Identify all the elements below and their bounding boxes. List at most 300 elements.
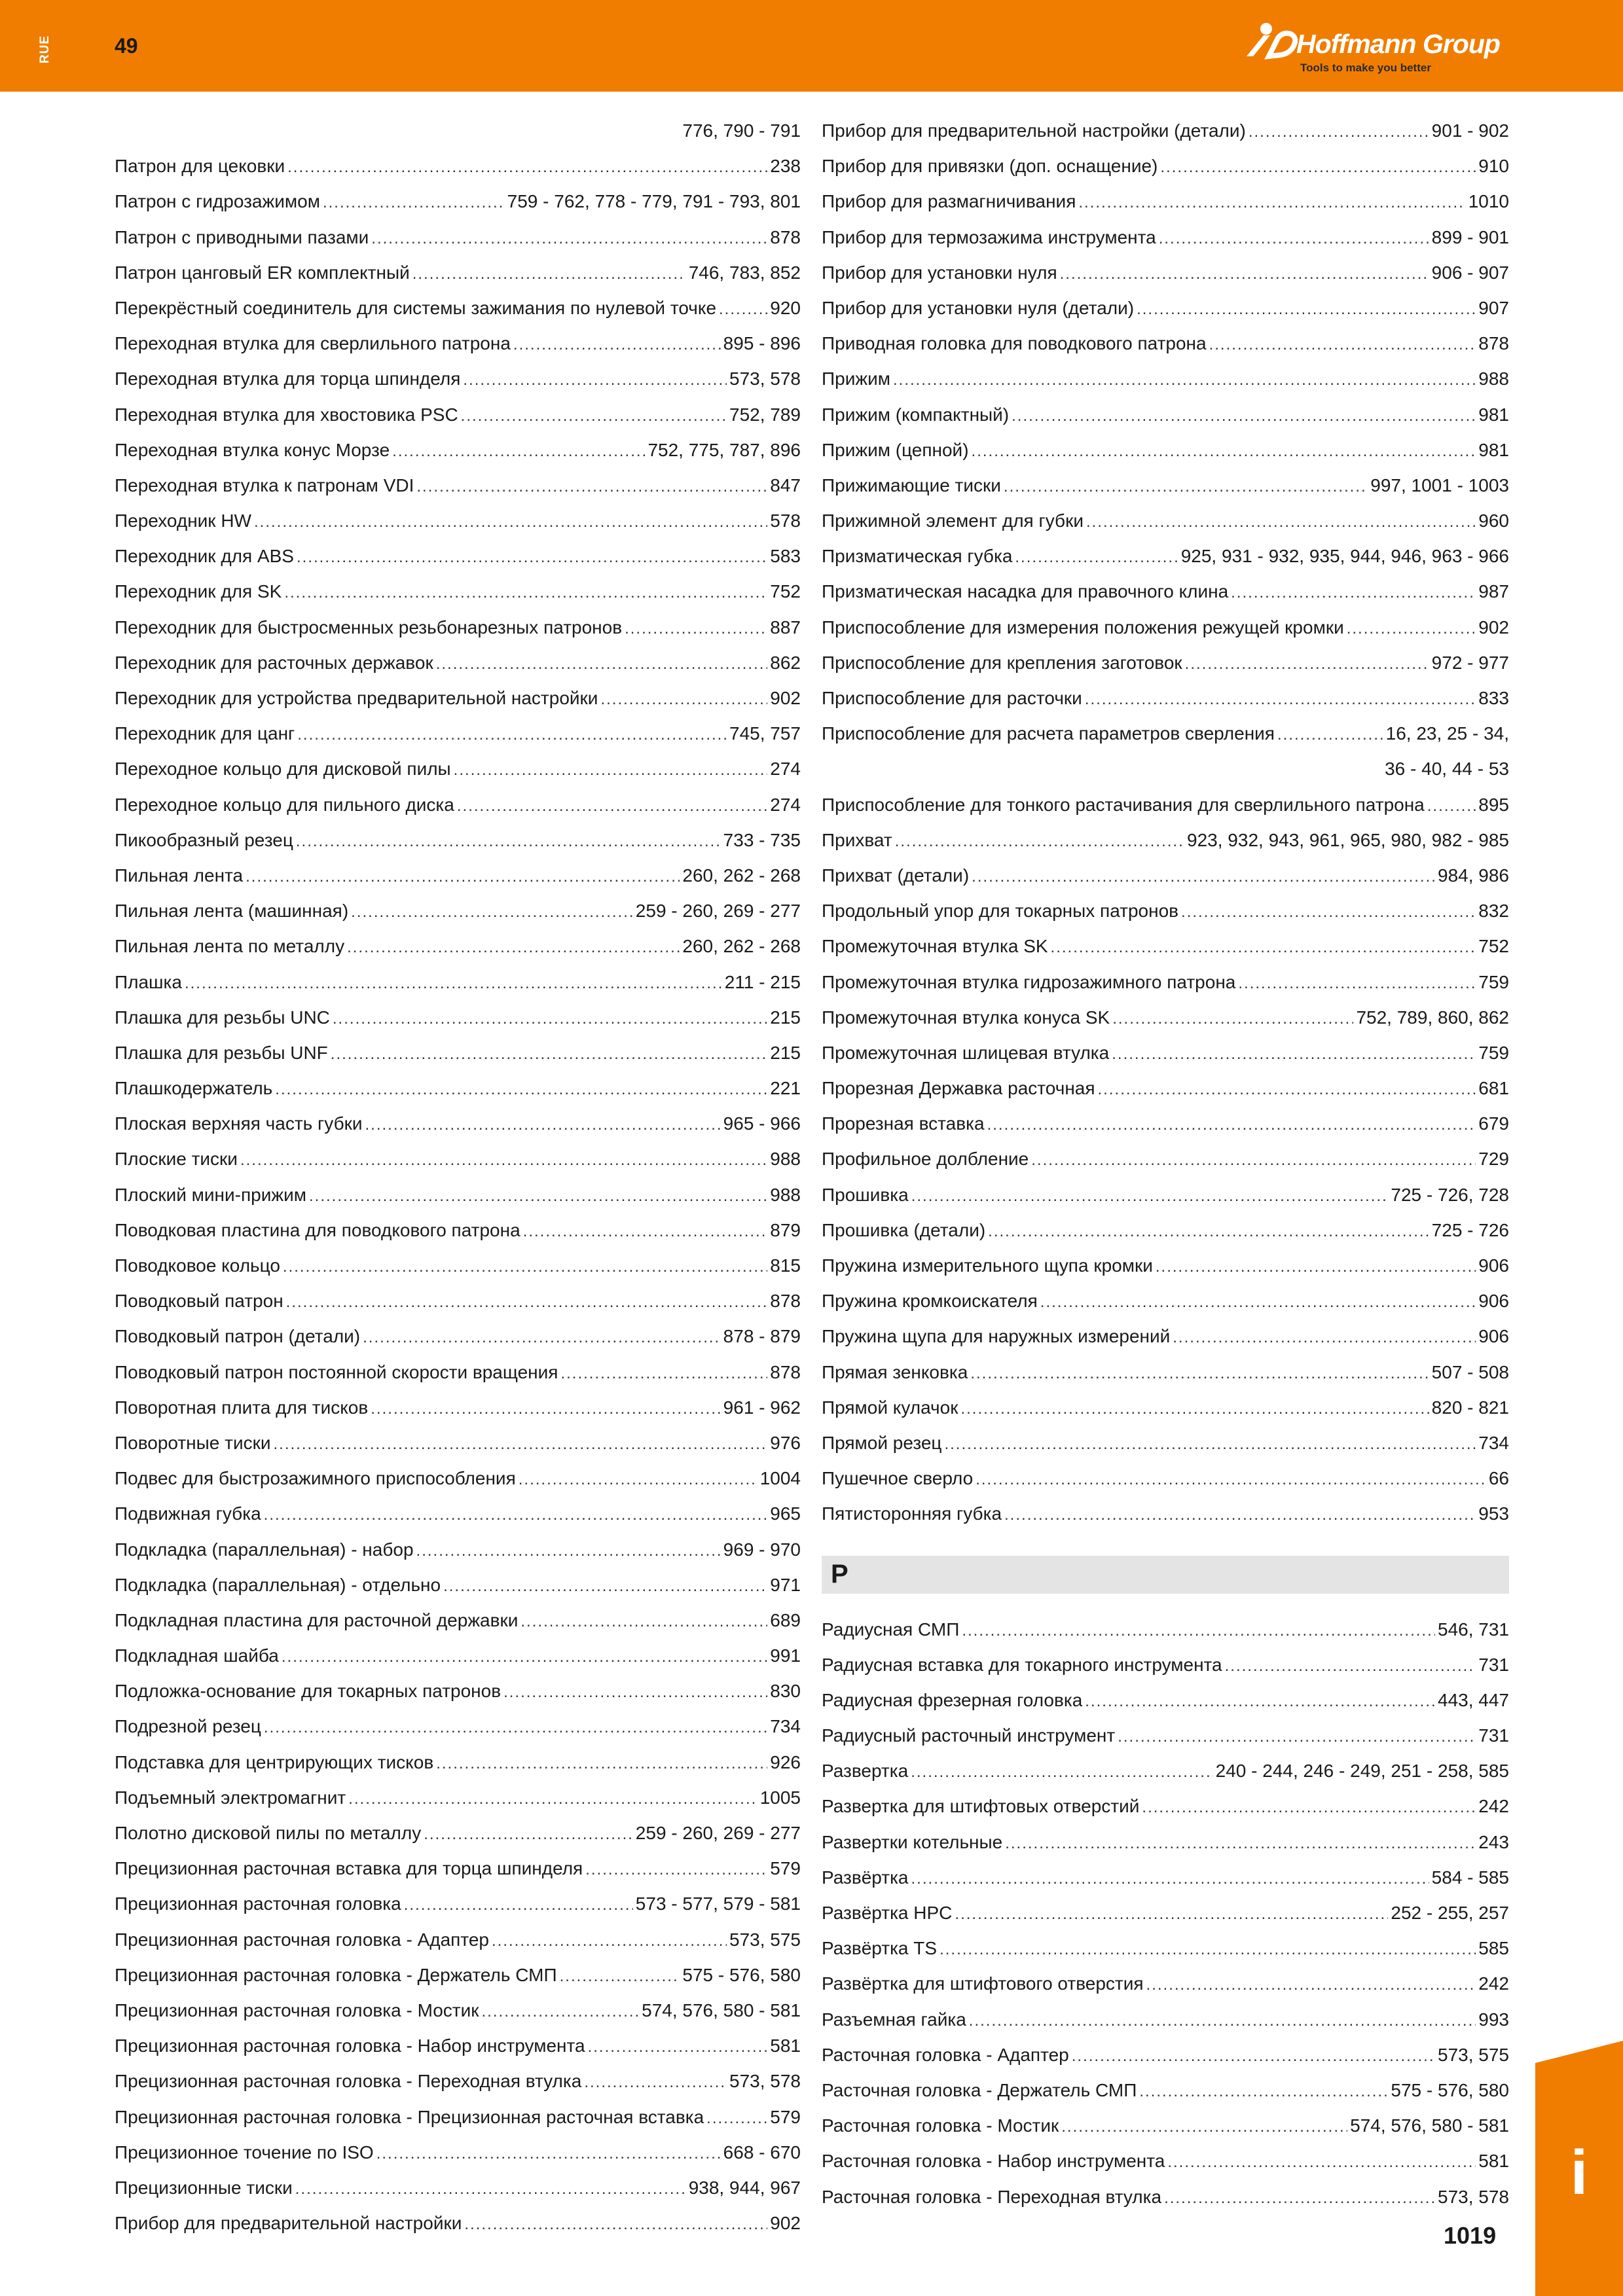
entry-pages: 679 (1478, 1113, 1509, 1134)
entry-term: Плашка для резьбы UNC (115, 1007, 330, 1028)
entry-term: Призматическая губка (822, 546, 1013, 567)
entry-term: Пильная лента (115, 865, 244, 886)
index-entry (822, 1895, 1509, 1931)
dot-leader (424, 1817, 633, 1852)
index-entry (115, 113, 801, 149)
entry-pages: 752, 789 (729, 404, 801, 425)
entry-pages: 895 - 896 (723, 333, 801, 354)
index-entry (822, 503, 1509, 539)
index-entry (115, 503, 801, 539)
entry-term: Переходник для цанг (115, 723, 295, 744)
index-entry (822, 1647, 1509, 1683)
dot-leader (323, 185, 505, 221)
index-entry (822, 1860, 1509, 1895)
entry-pages: 906 (1478, 1255, 1509, 1276)
index-entry (115, 1674, 801, 1709)
dot-leader (416, 469, 767, 505)
entry-pages: 260, 262 - 268 (682, 865, 801, 886)
dot-leader (264, 1498, 768, 1533)
entry-pages: 689 (770, 1609, 801, 1630)
entry-term: Подъемный электромагнит (115, 1787, 346, 1808)
entry-term: Подкладная шайба (115, 1645, 279, 1666)
index-entry (115, 255, 801, 291)
brand-name: Hoffmann Group (1296, 29, 1500, 59)
entry-pages: 260, 262 - 268 (682, 936, 801, 957)
entry-pages: 925, 931 - 932, 935, 944, 946, 963 - 966 (1180, 546, 1509, 567)
index-entry (115, 965, 801, 1000)
index-entry (115, 1603, 801, 1638)
dot-leader (893, 363, 1476, 398)
entry-pages: 752, 789, 860, 862 (1356, 1007, 1509, 1028)
entry-pages: 895 (1478, 794, 1509, 815)
entry-term: Развертка для штифтовых отверстий (822, 1796, 1140, 1817)
entry-pages: 993 (1478, 2009, 1509, 2030)
entry-term: Пружина кромкоискателя (822, 1291, 1038, 1312)
index-entry (115, 184, 801, 219)
index-entry (822, 220, 1509, 255)
entry-pages: 923, 932, 943, 961, 965, 980, 982 - 985 (1187, 829, 1509, 850)
dot-leader (371, 221, 767, 257)
index-entry (822, 965, 1509, 1000)
entry-term: Патрон с гидрозажимом (115, 191, 320, 212)
entry-pages: 731 (1478, 1725, 1509, 1746)
dot-leader (1427, 789, 1476, 824)
index-entry (822, 1683, 1509, 1718)
dot-leader (895, 824, 1184, 859)
entry-pages: 981 (1478, 404, 1509, 425)
entry-term: Пружина щупа для наружных измерений (822, 1326, 1171, 1347)
dot-leader (1012, 399, 1476, 434)
dot-leader (296, 824, 721, 859)
entry-term: Поворотные тиски (115, 1432, 271, 1453)
entry-pages: 901 - 902 (1431, 120, 1509, 141)
index-entry (115, 1355, 801, 1390)
index-entry (115, 1922, 801, 1958)
dot-leader (719, 292, 767, 327)
entry-term: Пушечное сверло (822, 1468, 974, 1489)
index-entry (115, 681, 801, 716)
entry-term: Радиусная СМП (822, 1619, 960, 1640)
entry-term: Поводковый патрон постоянной скорости вращения (115, 1361, 558, 1382)
entry-pages: 581 (1478, 2151, 1509, 2172)
entry-term: Прецизионная расточная головка (115, 1893, 401, 1914)
index-entry (115, 1213, 801, 1248)
entry-term: Перекрёстный соединитель для системы зажимания по нулевой точке (115, 297, 717, 318)
index-entry (822, 1213, 1509, 1248)
index-entry (822, 433, 1509, 468)
entry-term: Прецизионные тиски (115, 2177, 293, 2198)
dot-leader (1004, 1498, 1476, 1533)
index-entry (115, 823, 801, 858)
index-entry (822, 1000, 1509, 1035)
entry-pages: 878 (770, 226, 801, 247)
dot-leader (1004, 469, 1368, 505)
entry-term: Разъемная гайка (822, 2009, 966, 2030)
index-entry (822, 893, 1509, 929)
entry-term: Прижим (компактный) (822, 404, 1010, 425)
entry-pages: 902 (770, 2213, 801, 2234)
brand-tagline: Tools to make you better (1300, 62, 1431, 74)
index-entry (822, 716, 1509, 751)
entry-pages: 878 (770, 1361, 801, 1382)
dot-leader (1098, 1072, 1476, 1107)
entry-pages: 238 (770, 156, 801, 177)
dot-leader (1185, 647, 1429, 682)
index-entry (822, 751, 1509, 787)
dot-leader (706, 2101, 767, 2136)
entry-term: Прижимающие тиски (822, 475, 1001, 495)
dot-leader (1347, 611, 1476, 647)
dot-leader (416, 1534, 721, 1569)
entry-term: Пикообразный резец (115, 829, 293, 850)
index-entry (822, 1461, 1509, 1496)
index-entry (822, 681, 1509, 716)
dot-leader (348, 1782, 757, 1817)
entry-term: Развёртка для штифтового отверстия (822, 1973, 1144, 1994)
entry-term: Пружина измерительного щупа кромки (822, 1255, 1153, 1276)
dot-leader (297, 540, 767, 575)
entry-term: Прошивка (822, 1184, 909, 1205)
dot-leader (1112, 1001, 1353, 1037)
entry-pages: 1004 (759, 1468, 801, 1489)
entry-pages: 987 (1478, 581, 1509, 602)
entry-term: Полотно дисковой пилы по металлу (115, 1823, 422, 1843)
index-entry (115, 433, 801, 468)
entry-pages: 1010 (1468, 191, 1509, 212)
index-entry (822, 291, 1509, 326)
entry-term: Пильная лента (машинная) (115, 901, 349, 922)
dot-leader (513, 327, 721, 363)
index-entry (115, 1000, 801, 1035)
dot-leader (436, 647, 768, 682)
entry-term: Переходная втулка к патронам VDI (115, 475, 414, 495)
orange-header-bar (0, 0, 1623, 92)
entry-term: Подвижная губка (115, 1503, 261, 1524)
index-entry (115, 1035, 801, 1071)
entry-term: Продольный упор для токарных патронов (822, 901, 1179, 922)
entry-term: Переходник для быстросменных резьбонарезных патронов (115, 617, 623, 637)
section-letter-header: Р (822, 1556, 1509, 1594)
index-entry (115, 2135, 801, 2170)
entry-term: Прямая зенковка (822, 1361, 968, 1382)
entry-term: Развертка (822, 1761, 909, 1782)
dot-leader (376, 2136, 721, 2172)
entry-term: Промежуточная шлицевая втулка (822, 1042, 1110, 1063)
entry-term: Прижим (цепной) (822, 439, 969, 460)
dot-leader (1277, 717, 1383, 753)
entry-term: Развёртка TS (822, 1938, 938, 1959)
index-entry (822, 184, 1509, 219)
entry-term: Плоский мини-прижим (115, 1184, 306, 1205)
index-entry (822, 2108, 1509, 2144)
entry-term: Прошивка (детали) (822, 1219, 986, 1240)
dot-leader (560, 1959, 680, 1994)
index-entry (115, 1532, 801, 1568)
entry-pages: 961 - 962 (723, 1397, 801, 1418)
index-entry (115, 1283, 801, 1319)
entry-term: Развертки котельные (822, 1831, 1003, 1852)
entry-pages: 573, 578 (1438, 2186, 1509, 2207)
language-code: RUE (38, 35, 52, 63)
index-entry (115, 1958, 801, 1993)
entry-term: Расточная головка - Переходная втулка (822, 2186, 1162, 2207)
entry-term: Переходник для расточных державок (115, 652, 433, 673)
index-entry (822, 1753, 1509, 1789)
index-entry (115, 2170, 801, 2206)
index-column-right (822, 113, 1509, 2215)
index-entry (115, 1496, 801, 1532)
entry-pages: 820 - 821 (1431, 1397, 1509, 1418)
entry-pages: 815 (770, 1255, 801, 1276)
dot-leader (1139, 2074, 1388, 2109)
entry-pages: 579 (770, 1858, 801, 1879)
dot-leader (283, 1249, 767, 1285)
dot-leader (588, 2030, 768, 2065)
dot-leader (295, 2172, 686, 2207)
dot-leader (1173, 1320, 1476, 1355)
index-entry (822, 1106, 1509, 1141)
entry-pages: 215 (770, 1042, 801, 1063)
index-entry (822, 468, 1509, 503)
index-entry (822, 1931, 1509, 1966)
dot-leader (560, 1356, 767, 1391)
dot-leader (287, 150, 767, 185)
dot-leader (523, 1214, 768, 1249)
index-entry (822, 1612, 1509, 1647)
dot-leader (333, 1001, 767, 1037)
dot-leader (351, 895, 633, 930)
entry-term: Промежуточная втулка SK (822, 936, 1048, 957)
dot-leader (463, 363, 727, 398)
entry-term: Прибор для установки нуля (детали) (822, 297, 1135, 318)
index-entry (115, 2064, 801, 2099)
entry-term: Приводная головка для поводкового патрона (822, 333, 1207, 354)
dot-leader (331, 1037, 768, 1072)
dot-leader (519, 1462, 757, 1498)
index-entry (822, 574, 1509, 609)
entry-pages: 734 (770, 1716, 801, 1737)
entry-pages: 274 (770, 794, 801, 815)
dot-leader (347, 930, 680, 965)
index-entry (822, 1789, 1509, 1824)
entry-pages: 830 (770, 1681, 801, 1702)
index-entry (115, 1177, 801, 1213)
index-entry (822, 149, 1509, 184)
index-entry (115, 645, 801, 681)
dot-leader (939, 1932, 1476, 1967)
entry-term: Поводковый патрон (115, 1291, 283, 1312)
entry-term: Прибор для установки нуля (822, 262, 1057, 283)
entry-term: Переходное кольцо для дисковой пилы (115, 759, 451, 780)
entry-pages: 759 (1478, 1042, 1509, 1063)
index-entry (115, 2206, 801, 2241)
entry-term: Приспособление для тонкого растачивания для сверлильного патрона (822, 794, 1425, 815)
entry-term: Пильная лента по металлу (115, 936, 345, 957)
entry-term: Прецизионная расточная головка - Адаптер (115, 1929, 489, 1950)
index-entry (115, 929, 801, 964)
index-entry (115, 1745, 801, 1780)
dot-leader (944, 1427, 1476, 1462)
dot-leader (492, 1924, 727, 1959)
index-entry (115, 1638, 801, 1674)
entry-term: Прецизионная расточная головка - Мостик (115, 2000, 479, 2020)
index-entry (822, 539, 1509, 574)
dot-leader (585, 1852, 767, 1888)
entry-term: Приспособление для измерения положения режущей кромки (822, 617, 1344, 637)
dot-leader (1156, 1249, 1476, 1285)
entry-pages: 887 (770, 617, 801, 637)
entry-pages: 879 (770, 1219, 801, 1240)
entry-term: Радиусная фрезерная головка (822, 1689, 1083, 1710)
entry-pages: 243 (1478, 1831, 1509, 1852)
index-entry (822, 1496, 1509, 1532)
entry-pages: 581 (770, 2036, 801, 2056)
dot-leader (1167, 2145, 1476, 2180)
entry-term: Прецизионная расточная головка - Переходная втулка (115, 2071, 582, 2092)
entry-pages: 969 - 970 (723, 1539, 801, 1560)
entry-pages: 899 - 901 (1431, 226, 1509, 247)
entry-pages: 575 - 576, 580 (682, 1964, 801, 1985)
entry-term: Прецизионная расточная головка - Держатель СМП (115, 1964, 557, 1985)
index-entry (822, 1319, 1509, 1354)
dot-leader (240, 1143, 767, 1178)
page-number: 1019 (1444, 2222, 1497, 2249)
dot-leader (282, 1640, 767, 1675)
entry-pages: 906 (1478, 1291, 1509, 1312)
entry-term: Расточная головка - Мостик (822, 2115, 1059, 2136)
dot-leader (584, 2065, 727, 2100)
dot-leader (297, 717, 727, 753)
index-entry (115, 716, 801, 751)
entry-pages: 668 - 670 (723, 2142, 801, 2162)
entry-pages: 907 (1478, 297, 1509, 318)
entry-term: Переходник для устройства предварительной настройки (115, 688, 598, 708)
dot-leader (1142, 1790, 1476, 1825)
entry-term: Радиусная вставка для токарного инструмента (822, 1654, 1222, 1675)
index-entry (822, 1966, 1509, 2001)
index-entry (822, 610, 1509, 645)
dot-leader (1238, 966, 1476, 1001)
entry-term: Прорезная вставка (822, 1113, 985, 1134)
entry-pages: 878 (1478, 333, 1509, 354)
dot-leader (436, 1746, 767, 1782)
dot-leader (1159, 221, 1429, 257)
entry-pages: 578 (770, 511, 801, 531)
entry-pages: 579 (770, 2106, 801, 2127)
entry-pages: 573, 578 (729, 368, 801, 389)
index-entry (115, 574, 801, 609)
entry-pages: 988 (1478, 368, 1509, 389)
index-entry (115, 291, 801, 326)
entry-term: Прецизионное точение по ISO (115, 2142, 374, 2162)
entry-pages: 988 (770, 1149, 801, 1170)
entry-pages: 833 (1478, 688, 1509, 708)
entry-term: Промежуточная втулка конуса SK (822, 1007, 1110, 1028)
dot-leader (1160, 150, 1476, 185)
entry-term: Плоские тиски (115, 1149, 238, 1170)
index-entry (822, 2144, 1509, 2179)
entry-pages: 242 (1478, 1796, 1509, 1817)
dot-leader (970, 1356, 1429, 1391)
entry-term: Прецизионная расточная вставка для торца шпинделя (115, 1858, 583, 1879)
entry-term: Патрон цанговый ER комплектный (115, 262, 410, 283)
entry-pages: 574, 576, 580 - 581 (1350, 2115, 1509, 2136)
dot-leader (412, 257, 686, 292)
entry-term: Развёртка HPC (822, 1903, 953, 1923)
entry-term: Патрон с приводными пазами (115, 226, 369, 247)
dot-leader (185, 966, 722, 1001)
dot-leader (1085, 682, 1476, 717)
entry-pages: 759 - 762, 778 - 779, 791 - 793, 801 (507, 191, 801, 212)
entry-pages: 215 (770, 1007, 801, 1028)
entry-term: Профильное долбление (822, 1149, 1029, 1170)
entry-pages: 926 (770, 1751, 801, 1772)
entry-pages: 776, 790 - 791 (682, 120, 801, 141)
entry-term: Подложка-основание для токарных патронов (115, 1681, 501, 1702)
dot-leader (976, 1462, 1486, 1498)
entry-term: Переходное кольцо для пильного диска (115, 794, 454, 815)
index-entry (115, 1106, 801, 1141)
entry-term: Приспособление для расчета параметров сверления (822, 723, 1275, 744)
entry-pages: 574, 576, 580 - 581 (642, 2000, 801, 2020)
dot-leader (273, 1427, 767, 1462)
dot-leader (1164, 2181, 1435, 2216)
dot-leader (457, 789, 767, 824)
entry-pages: 878 - 879 (723, 1326, 801, 1347)
entry-pages: 920 (770, 297, 801, 318)
dot-leader (962, 1613, 1435, 1649)
dot-leader (969, 2003, 1476, 2039)
entry-pages: 729 (1478, 1149, 1509, 1170)
index-entry (115, 149, 801, 184)
entry-term: Призматическая насадка для правочного клина (822, 581, 1229, 602)
entry-term: Патрон для цековки (115, 156, 285, 177)
dot-leader (972, 859, 1435, 895)
dot-leader (1060, 257, 1429, 292)
index-entry (115, 1568, 801, 1603)
entry-pages: 259 - 260, 269 - 277 (635, 901, 801, 922)
dot-leader (464, 2207, 767, 2242)
index-entry (822, 255, 1509, 291)
index-entry (115, 1141, 801, 1177)
index-entry (115, 1851, 801, 1886)
dot-leader (392, 434, 645, 469)
dot-leader (1118, 1719, 1476, 1755)
entry-term: Приспособление для крепления заготовок (822, 652, 1182, 673)
index-entry (115, 220, 801, 255)
entry-term: Подставка для центрирующих тисков (115, 1751, 434, 1772)
entry-pages: 733 - 735 (723, 829, 801, 850)
entry-pages: 240 - 244, 246 - 249, 251 - 258, 585 (1215, 1761, 1509, 1782)
entry-term: Переходник для SK (115, 581, 282, 602)
index-entry (115, 1709, 801, 1744)
dot-leader (1086, 505, 1476, 540)
dot-leader (987, 1107, 1476, 1143)
entry-pages: 242 (1478, 1973, 1509, 1994)
entry-pages: 953 (1478, 1503, 1509, 1524)
entry-term: Прибор для привязки (доп. оснащение) (822, 156, 1158, 177)
index-entry (822, 1283, 1509, 1319)
index-group-p (822, 113, 1509, 1532)
entry-term: Подрезной резец (115, 1716, 261, 1737)
index-entry (822, 1071, 1509, 1106)
index-entry (115, 1319, 801, 1354)
entry-term: Прорезная Державка расточная (822, 1078, 1095, 1099)
entry-term: Пятисторонняя губка (822, 1503, 1002, 1524)
entry-term: Прижим (822, 368, 890, 389)
dot-leader (1078, 185, 1465, 221)
entry-pages: 862 (770, 652, 801, 673)
